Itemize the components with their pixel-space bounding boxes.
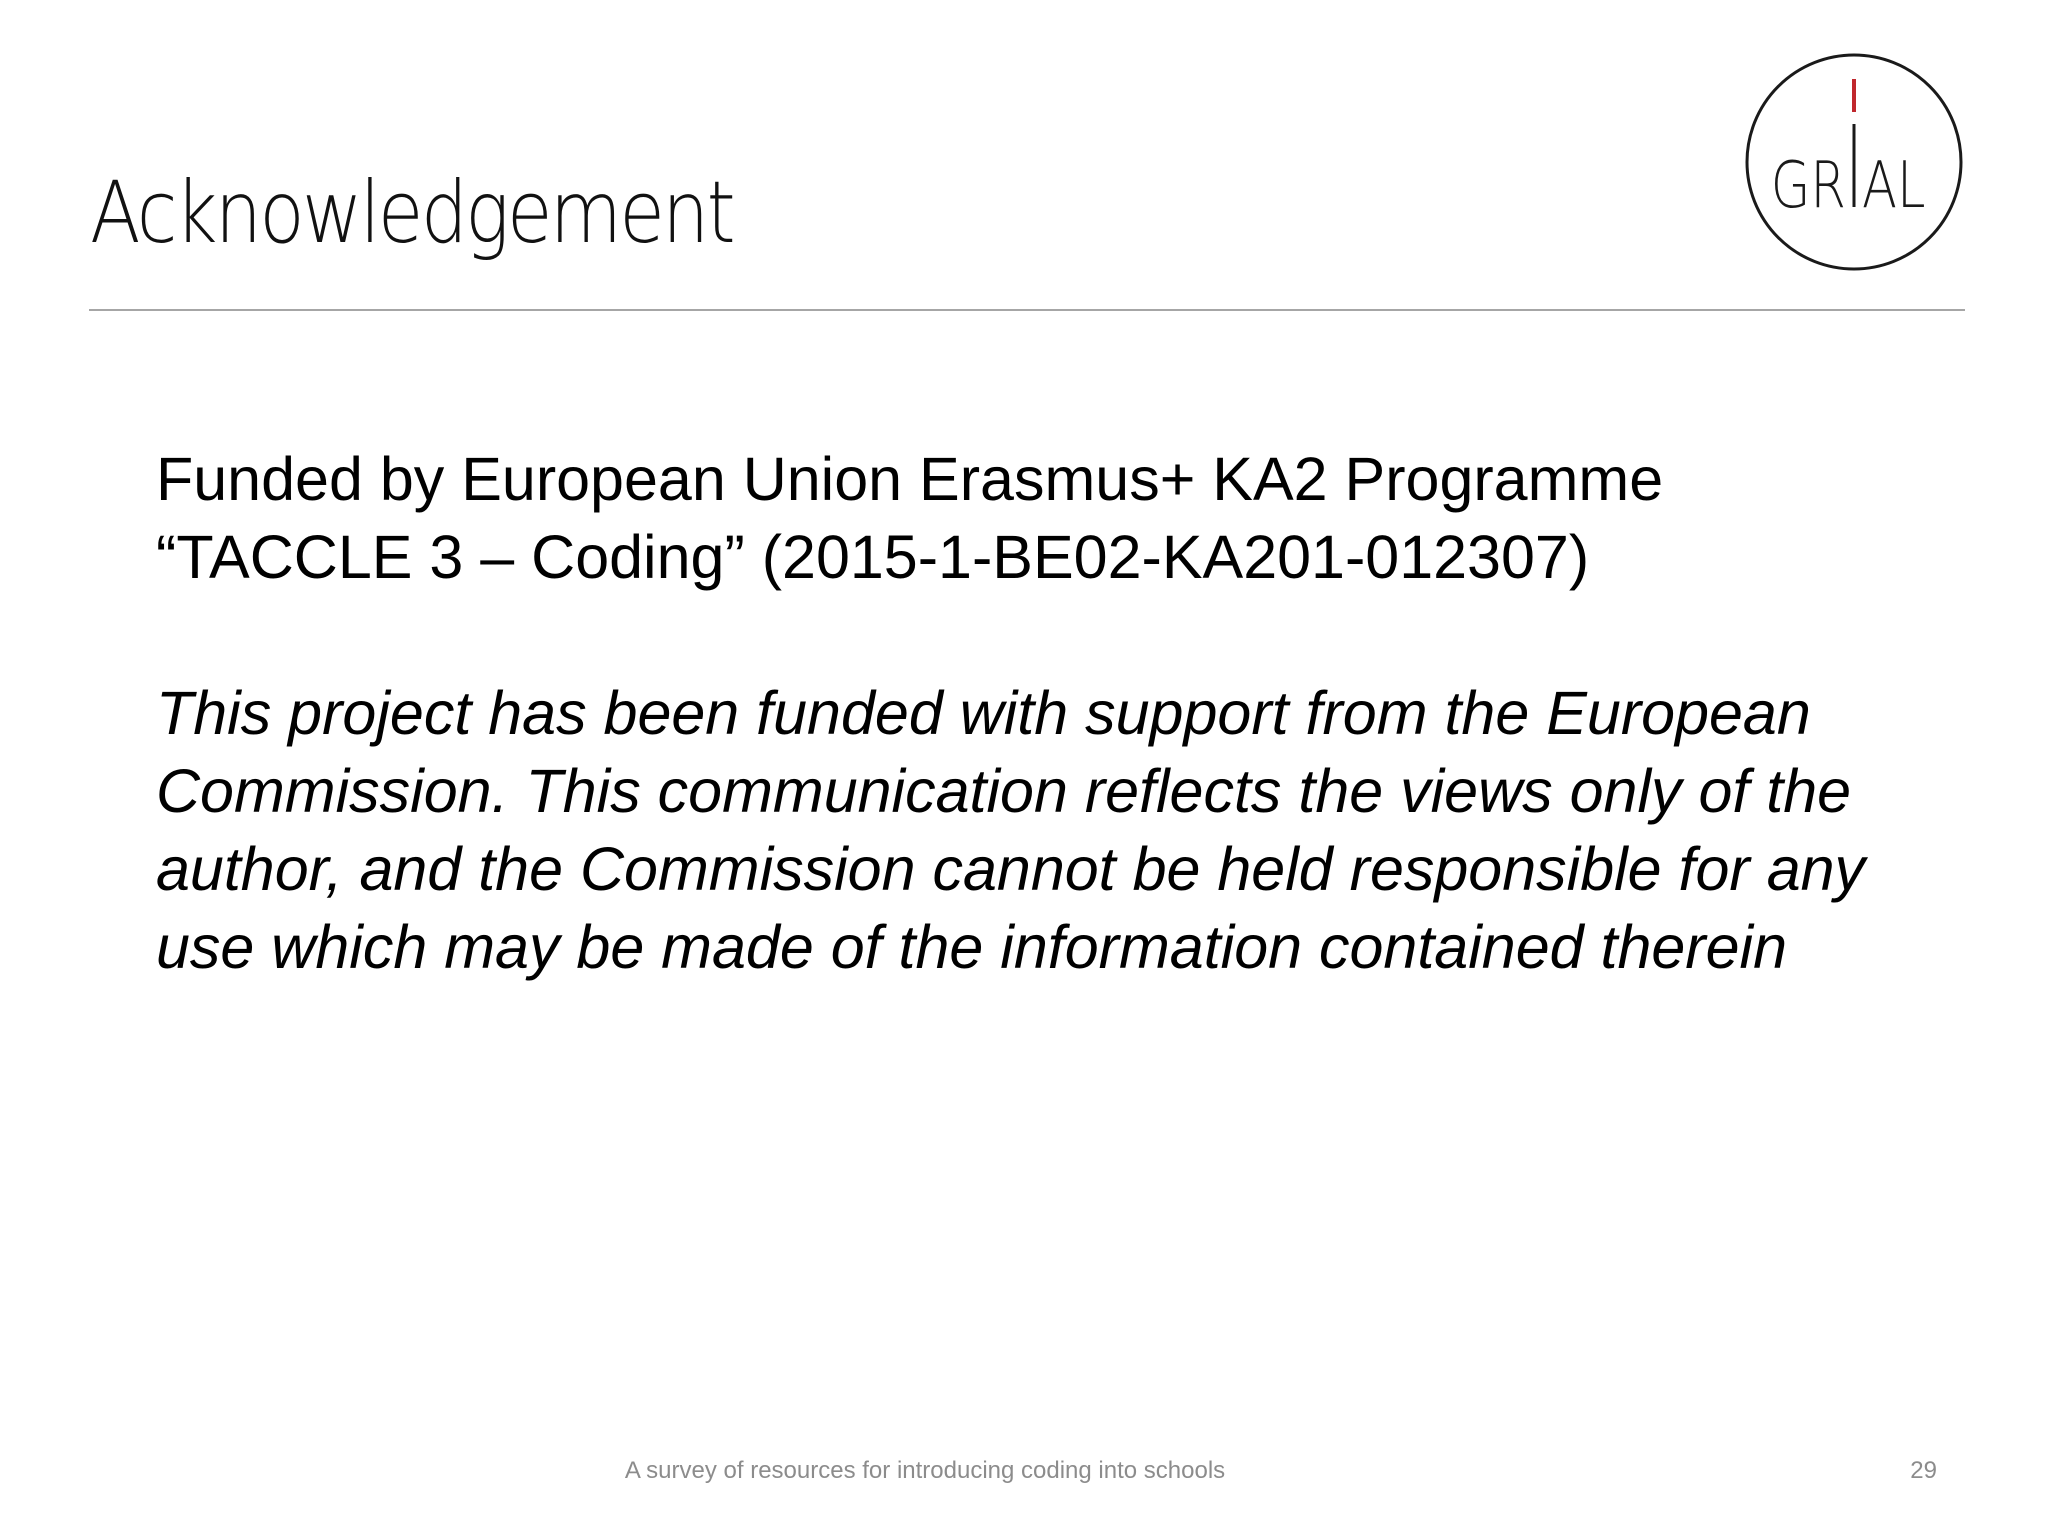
slide-title: Acknowledgement [90,163,734,263]
logo-text-left: GR [1770,147,1846,223]
footer-title: A survey of resources for introducing coding into schools [624,1457,1226,1484]
logo-text-right: AL [1862,147,1926,223]
content-body [156,440,1956,986]
funding-line-2: “TACCLE 3 – Coding” (2015-1-BE02-KA201-012307) [156,523,1590,591]
page-number: 29 [1910,1457,1937,1484]
title-divider [89,309,1965,311]
disclaimer-text: This project has been funded with support from the European Commission. This communication reflects the views only of the author, and the Commission cannot be held responsible for any use which may be made of the information contained therein [156,679,1866,981]
funding-line-1: Funded by European Union Erasmus+ KA2 Programme [156,445,1664,513]
grial-logo [1744,52,1964,272]
